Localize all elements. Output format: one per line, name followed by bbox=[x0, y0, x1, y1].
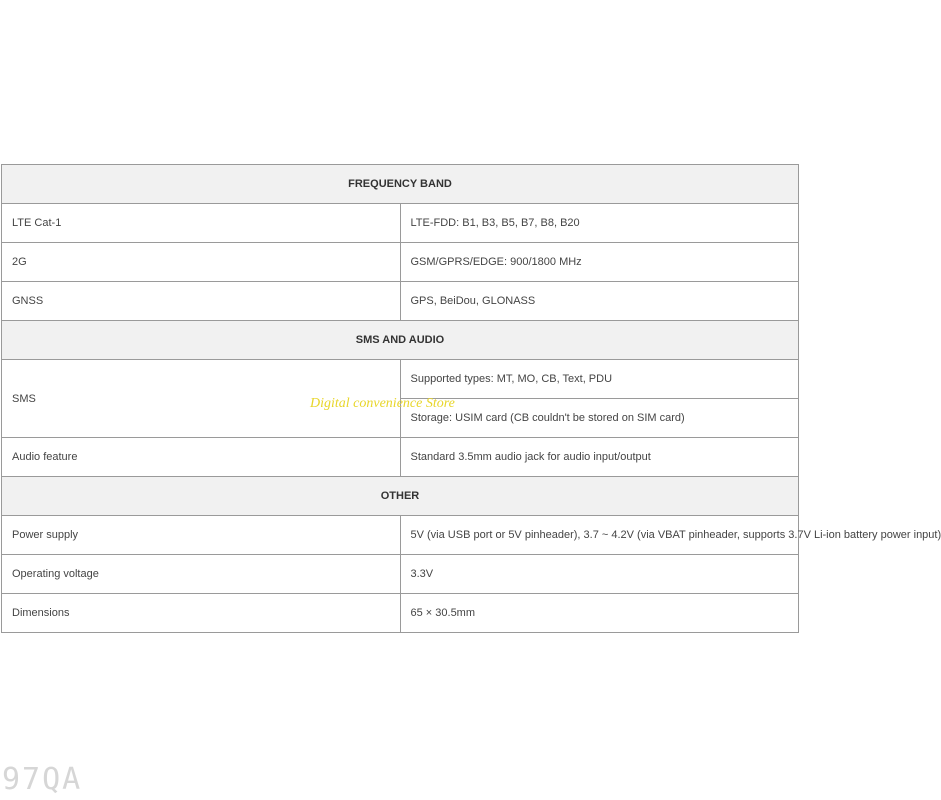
spec-label: 2G bbox=[2, 243, 401, 282]
spec-label: Operating voltage bbox=[2, 555, 401, 594]
spec-value: 5V (via USB port or 5V pinheader), 3.7 ~ 4.2V (via VBAT pinheader, supports 3.7V Li-ion battery power input) bbox=[400, 516, 799, 555]
section-header-row bbox=[2, 165, 799, 204]
table-row bbox=[2, 555, 799, 594]
spec-label: GNSS bbox=[2, 282, 401, 321]
table-row bbox=[2, 516, 799, 555]
spec-label: LTE Cat-1 bbox=[2, 204, 401, 243]
section-header-row bbox=[2, 321, 799, 360]
corner-watermark: 97QA bbox=[2, 762, 83, 797]
spec-value: LTE-FDD: B1, B3, B5, B7, B8, B20 bbox=[400, 204, 799, 243]
spec-value: 65 × 30.5mm bbox=[400, 594, 799, 633]
table-row bbox=[2, 243, 799, 282]
spec-value: GPS, BeiDou, GLONASS bbox=[400, 282, 799, 321]
table-row bbox=[2, 360, 799, 399]
spec-value: Storage: USIM card (CB couldn't be stored on SIM card) bbox=[400, 399, 799, 438]
spec-value: Supported types: MT, MO, CB, Text, PDU bbox=[400, 360, 799, 399]
spec-value: GSM/GPRS/EDGE: 900/1800 MHz bbox=[400, 243, 799, 282]
table-row bbox=[2, 594, 799, 633]
section-header-row bbox=[2, 477, 799, 516]
spec-label: Dimensions bbox=[2, 594, 401, 633]
spec-table bbox=[1, 164, 941, 633]
section-title-sms-and-audio: SMS AND AUDIO bbox=[2, 321, 799, 360]
table-row bbox=[2, 438, 799, 477]
section-title-frequency-band: FREQUENCY BAND bbox=[2, 165, 799, 204]
spec-label: Power supply bbox=[2, 516, 401, 555]
table-row bbox=[2, 282, 799, 321]
spec-label: Audio feature bbox=[2, 438, 401, 477]
store-watermark: Digital convenience Store bbox=[310, 396, 455, 411]
spec-value: 3.3V bbox=[400, 555, 799, 594]
table-row bbox=[2, 204, 799, 243]
section-title-other: OTHER bbox=[2, 477, 799, 516]
spec-value: Standard 3.5mm audio jack for audio input/output bbox=[400, 438, 799, 477]
spec-label: SMS bbox=[2, 360, 401, 438]
